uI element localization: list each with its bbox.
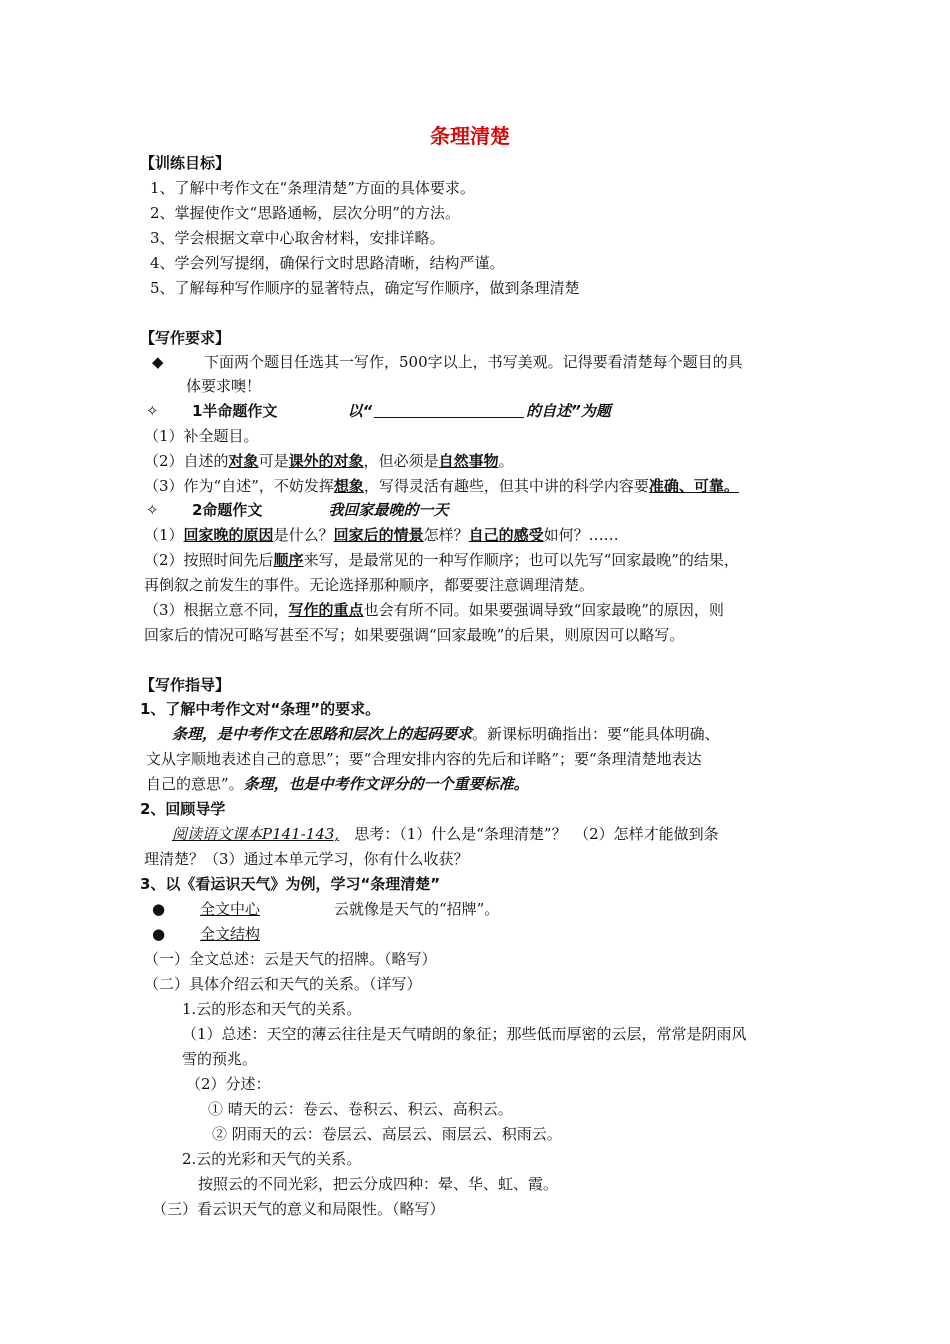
- topic-2-point-3: （3）根据立意不同，写作的重点也会有所不同。如果要强调导致“回家最晚”的原因，则: [144, 601, 724, 619]
- outline-2-2-a: 按照云的不同光彩，把云分成四种：晕、华、虹、霞。: [198, 1175, 559, 1193]
- topic-1-point-1: （1）补全题目。: [144, 427, 259, 445]
- topic-1-label: 1半命题作文: [192, 402, 278, 420]
- guide-section-2: 2、回顾导学: [140, 800, 226, 818]
- outline-2-1-1-line-2: 雪的预兆。: [182, 1050, 258, 1068]
- topic-2-point-2: （2）按照时间先后顺序来写，是最常见的一种写作顺序；也可以先写“回家最晚”的结果，: [144, 551, 739, 569]
- diamond-bullet-icon: ◆: [152, 353, 164, 371]
- topic-1-blank: [374, 403, 524, 418]
- center-label: 全文中心: [200, 900, 261, 918]
- guide-para-1-line-1: 条理，是中考作文在思路和层次上的起码要求。新课标明确指出：要“能具体明确、: [172, 725, 720, 743]
- outline-2-1-2: （2）分述：: [186, 1075, 271, 1093]
- topic-2-label: 2命题作文: [192, 501, 263, 519]
- guide-heading: 【写作指导】: [140, 676, 231, 694]
- page-title: 条理清楚: [430, 124, 510, 148]
- guide-para-2-line-1: 阅读语文课本P141-143, 思考：（1）什么是“条理清楚”？ （2）怎样才能做到条: [172, 825, 719, 843]
- topic-2-point-3-cont: 回家后的情况可略写甚至不写；如果要强调“回家最晚”的后果，则原因可以略写。: [144, 626, 685, 644]
- guide-para-2-line-2: 理清楚？（3）通过本单元学习，你有什么收获？: [144, 850, 469, 868]
- guide-para-1-line-2: 文从字顺地表述自己的意思”；要“合理安排内容的先后和详略”；要“条理清楚地表达: [146, 750, 702, 768]
- requirements-intro-line-2: 体要求噢！: [186, 377, 262, 395]
- topic-2-point-1: （1）回家晚的原因是什么？回家后的情景怎样？自己的感受如何？……: [144, 526, 619, 544]
- requirements-heading: 【写作要求】: [140, 329, 231, 347]
- outline-part-1: （一）全文总述：云是天气的招牌。（略写）: [144, 950, 437, 968]
- outline-2-2: 2.云的光彩和天气的关系。: [182, 1150, 362, 1168]
- requirements-intro-line-1: 下面两个题目任选其一写作，500字以上，书写美观。记得要看清楚每个题目的具: [204, 353, 743, 371]
- goal-item-4: 4、学会列写提纲，确保行文时思路清晰，结构严谨。: [150, 254, 505, 272]
- outline-2-1: 1.云的形态和天气的关系。: [182, 1000, 362, 1018]
- goals-heading: 【训练目标】: [140, 154, 231, 172]
- topic-1-point-2: （2）自述的对象可是课外的对象，但必须是自然事物。: [144, 452, 514, 470]
- topic-1-heading: [146, 401, 611, 421]
- dot-bullet-icon: ●: [152, 900, 166, 918]
- outline-2-1-2-a: ① 晴天的云：卷云、卷积云、积云、高积云。: [208, 1100, 513, 1118]
- topic-1-suffix: 的自述”为题: [526, 402, 611, 420]
- topic-1-prefix: 以“: [347, 402, 373, 420]
- guide-para-1-line-3: 自己的意思”。条理，也是中考作文评分的一个重要标准。: [146, 775, 529, 793]
- goal-item-1: 1、了解中考作文在“条理清楚”方面的具体要求。: [150, 179, 475, 197]
- goal-item-5: 5、了解每种写作顺序的显著特点，确定写作顺序，做到条理清楚: [150, 279, 580, 297]
- topic-2-point-2-cont: 再倒叙之前发生的事件。无论选择那种顺序，都要要注意调理清楚。: [144, 576, 595, 594]
- dot-bullet-icon: ●: [152, 925, 166, 943]
- guide-section-1: 1、了解中考作文对“条理”的要求。: [140, 700, 381, 718]
- diamond-outline-icon: ✧: [146, 402, 159, 420]
- outline-2-1-1-line-1: （1）总述：天空的薄云往往是天气晴朗的象征；那些低而厚密的云层，常常是阴雨风: [182, 1025, 747, 1043]
- diamond-outline-icon: ✧: [146, 501, 159, 519]
- topic-2-title: 我回家最晚的一天: [328, 501, 449, 519]
- goal-item-3: 3、学会根据文章中心取舍材料，安排详略。: [150, 229, 445, 247]
- topic-1-point-3: （3）作为“自述”，不妨发挥想象，写得灵活有趣些，但其中讲的科学内容要准确、可靠。: [144, 477, 739, 495]
- outline-2-1-2-b: ② 阴雨天的云：卷层云、高层云、雨层云、积雨云。: [212, 1125, 562, 1143]
- guide-section-3: 3、以《看运识天气》为例，学习“条理清楚”: [140, 875, 441, 893]
- structure-label: 全文结构: [200, 925, 261, 943]
- outline-part-3: （三）看云识天气的意义和局限性。（略写）: [152, 1200, 445, 1218]
- goal-item-2: 2、掌握使作文“思路通畅，层次分明”的方法。: [150, 204, 460, 222]
- center-text: 云就像是天气的“招牌”。: [334, 900, 500, 918]
- topic-2-heading: [146, 500, 448, 520]
- outline-part-2: （二）具体介绍云和天气的关系。（详写）: [144, 975, 422, 993]
